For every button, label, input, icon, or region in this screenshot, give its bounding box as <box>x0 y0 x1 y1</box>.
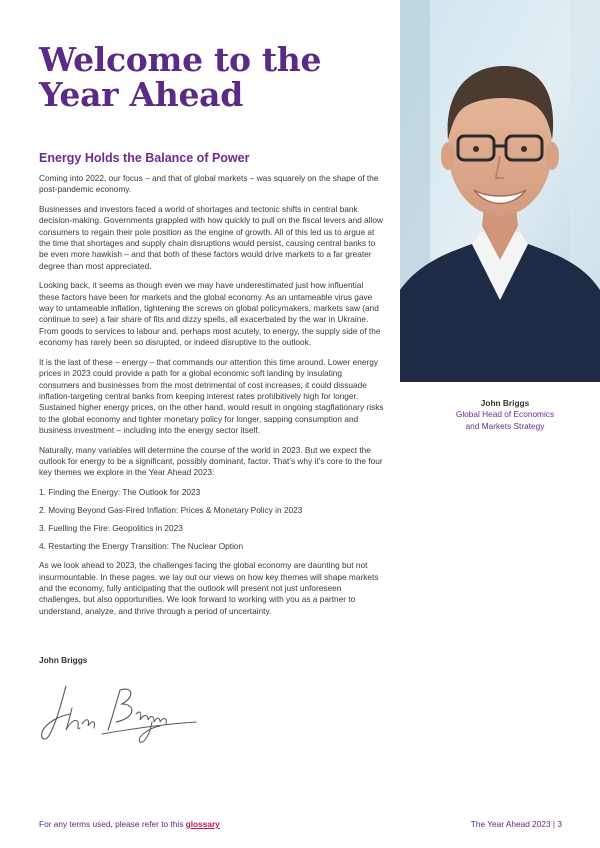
paragraph-2: Businesses and investors faced a world of shortages and tectonic shifts in central bank decision-making. Governments grappled with how quickly to pull on the fiscal levers and allow consumers to regain their pole position as the engine of growth. All of this led us to argue at the time that shortages and supply chain disruptions would persist, causing central banks to be even more hawkish – and that both of these factors would drive markets to a far greater degree than most appreciated. <box>39 203 384 271</box>
author-role-line-2: and Markets Strategy <box>465 420 545 431</box>
author-name: John Briggs <box>480 398 530 408</box>
section-subtitle: Energy Holds the Balance of Power <box>39 151 250 165</box>
paragraph-5: Naturally, many variables will determine the course of the world in 2023. But we expect the outlook for energy to be a significant, possibly dominant, factor. That’s why it’s core to the four key themes we explore in the Year Ahead 2023: <box>39 444 383 478</box>
paragraph-4: It is the last of these – energy – that commands our attention this time around. Lower energy prices in 2023 could provide a path for a global economic soft landing by insulating consumers and businesses from the most detrimental of cost increases; it could dissuade inflation-targeting central banks from keeping interest rates prohibitively high for longer. Sustained higher energy prices, on the other hand, would result in ongoing stagflationary risks to the global economy and tighter monetary policy for longer, sapping consumption and business investment – including into the energy sector itself. <box>39 356 384 436</box>
paragraph-1: Coming into 2022, our focus – and that of global markets – was squarely on the shape of the post-pandemic economy. <box>39 173 379 195</box>
signoff-name: John Briggs <box>39 655 88 665</box>
theme-item-1: 1. Finding the Energy: The Outlook for 2023 <box>39 486 201 497</box>
theme-item-3: 3. Fuelling the Fire: Geopolitics in 2023 <box>39 522 183 533</box>
portrait-photo <box>400 0 600 382</box>
theme-item-2: 2. Moving Beyond Gas-Fired Inflation: Prices & Monetary Policy in 2023 <box>39 504 303 515</box>
closing-paragraph: As we look ahead to 2023, the challenges facing the global economy are daunting but not insurmountable. In these pages, we lay out our views on how key themes will shape markets and the economy, fully anticipating that the outlook will present not just unforeseen challenges, but also opportunities. We look forward to working with you as a partner to understand, analyze, and thrive through a period of uncertainty. <box>39 560 379 616</box>
author-caption <box>420 398 590 432</box>
author-role-line-1: Global Head of Economics <box>455 409 555 420</box>
signature-image <box>36 678 206 750</box>
themes-list <box>39 487 384 552</box>
article-body <box>39 173 384 625</box>
paragraph-3: Looking back, it seems as though even we may have underestimated just how influential these factors have been for markets and the global economy. As an untameable virus gave way to untameable inflation, tightening the screws on global policymakers, markets saw (and continue to see) a fair share of fits and dizzy spells, all exacerbated by the war in Ukraine. From goods to services to labour and, perhaps most acutely, to energy, the supply side of the economy has rarely been so disrupted, or indeed disruptive to the outlook. <box>39 280 381 348</box>
footer-note <box>39 819 220 829</box>
page-title: Welcome to the Year Ahead <box>39 40 322 114</box>
footer-note-text: For any terms used, please refer to this <box>39 819 184 829</box>
theme-item-4: 4. Restarting the Energy Transition: The Nuclear Option <box>39 540 244 551</box>
glossary-link[interactable]: glossary <box>185 819 220 829</box>
page-number: The Year Ahead 2023 | 3 <box>470 819 562 829</box>
